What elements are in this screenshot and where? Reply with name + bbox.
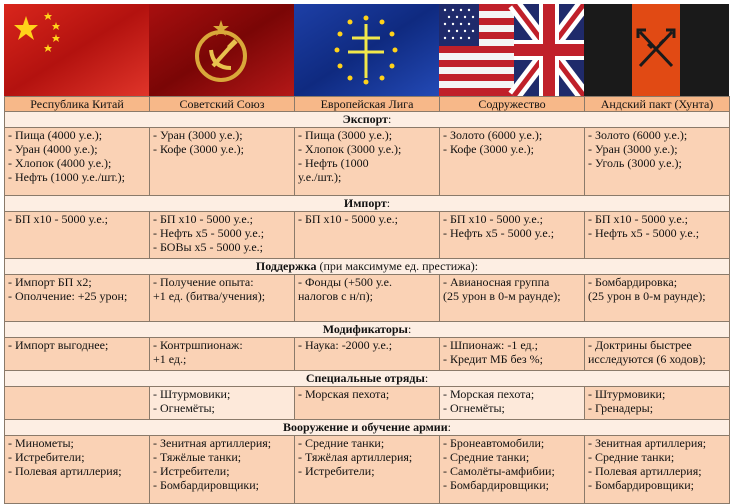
country-name-cell: Советский Союз <box>150 97 295 112</box>
list-item: - Средние танки; <box>588 450 675 464</box>
list-item: - Нефть х5 - 5000 у.е.; <box>153 226 265 240</box>
list-item: - Хлопок (4000 у.е.); <box>8 156 112 170</box>
list-item: - Получение опыта: <box>153 275 254 289</box>
country-cell <box>150 212 295 259</box>
list-item: - Золото (6000 у.е.); <box>588 128 688 142</box>
list-item: - Кофе (3000 у.е.); <box>443 142 534 156</box>
country-cell <box>5 436 150 504</box>
list-item: - Истребители; <box>8 450 85 464</box>
list-item: - Нефть (1000 у.е./шт.); <box>8 170 125 184</box>
section-header-row <box>5 112 730 128</box>
list-item: - Фонды (+500 у.е. <box>298 275 392 289</box>
country-cell <box>150 338 295 371</box>
country-cell <box>585 387 730 420</box>
section-title: Вооружение и обучение армии <box>283 420 448 434</box>
list-item: - Штурмовики; <box>588 387 666 401</box>
section-title: Модификаторы <box>322 322 408 336</box>
country-cell <box>440 212 585 259</box>
list-item: - Шпионаж: -1 ед.; <box>443 338 538 352</box>
list-item: - Авианосная группа <box>443 275 550 289</box>
country-cell <box>5 212 150 259</box>
country-cell <box>585 275 730 322</box>
list-item: - Огнемёты; <box>153 401 215 415</box>
section-body-row <box>5 338 730 371</box>
section-title: Экспорт <box>342 112 389 126</box>
us-uk-flag-icon <box>439 4 584 96</box>
country-cell <box>440 436 585 504</box>
country-names-row <box>5 97 730 112</box>
section-title: Поддержка <box>255 259 317 273</box>
section-header-row <box>5 259 730 275</box>
country-cell <box>585 338 730 371</box>
list-item: - Золото (6000 у.е.); <box>443 128 543 142</box>
list-item: - Импорт БП х2; <box>8 275 92 289</box>
section-header-row <box>5 371 730 387</box>
section-title: Импорт <box>343 196 387 210</box>
country-cell <box>5 275 150 322</box>
country-cell <box>295 387 440 420</box>
eu-cross-flag-icon <box>294 4 439 96</box>
list-item: - Средние танки; <box>443 450 530 464</box>
list-item: - Средние танки; <box>298 436 385 450</box>
list-item: - Пища (4000 у.е.); <box>8 128 103 142</box>
country-cell <box>295 436 440 504</box>
list-item: - Импорт выгоднее; <box>8 338 109 352</box>
list-item: - Кредит МБ без %; <box>443 352 543 366</box>
list-item: - БП х10 - 5000 у.е.; <box>443 212 544 226</box>
list-item: (25 урон в 0-м раунде); <box>588 289 706 303</box>
section-header <box>5 196 730 212</box>
country-cell <box>5 128 150 196</box>
section-header-row <box>5 196 730 212</box>
list-item: - Уран (3000 у.е.); <box>153 128 243 142</box>
list-item: - Нефть х5 - 5000 у.е.; <box>588 226 700 240</box>
list-item: исследуются (6 ходов); <box>588 352 706 366</box>
country-name-cell: Андский пакт (Хунта) <box>585 97 730 112</box>
list-item: - Истребители; <box>298 464 375 478</box>
country-cell <box>5 338 150 371</box>
list-item: - Уголь (3000 у.е.); <box>588 156 682 170</box>
list-item: - БП х10 - 5000 у.е.; <box>8 212 109 226</box>
country-cell <box>585 436 730 504</box>
list-item: - Бомбардировщики; <box>443 478 549 492</box>
list-item: - Хлопок (3000 у.е.); <box>298 142 402 156</box>
section-body-row <box>5 387 730 420</box>
china-flag-icon <box>4 4 149 96</box>
list-item: +1 ед. (битва/учения); <box>153 289 266 303</box>
list-item: - БП х10 - 5000 у.е.; <box>153 212 254 226</box>
list-item: - Бомбардировка; <box>588 275 678 289</box>
country-cell <box>295 338 440 371</box>
country-cell <box>150 436 295 504</box>
country-cell <box>150 275 295 322</box>
country-cell <box>440 275 585 322</box>
andean-pact-flag-icon <box>584 4 729 96</box>
country-cell <box>585 212 730 259</box>
list-item: +1 ед.; <box>153 352 187 366</box>
country-name-cell: Республика Китай <box>5 97 150 112</box>
list-item: - Наука: -2000 у.е.; <box>298 338 393 352</box>
section-note: : <box>424 371 429 385</box>
flags-row <box>4 4 729 96</box>
section-body-row <box>5 212 730 259</box>
list-item: - Самолёты-амфибии; <box>443 464 555 478</box>
section-note: : <box>407 322 412 336</box>
section-header <box>5 371 730 387</box>
country-cell <box>440 338 585 371</box>
list-item: - БП х10 - 5000 у.е.; <box>298 212 399 226</box>
section-header <box>5 259 730 275</box>
section-note: : <box>447 420 451 434</box>
list-item: - Зенитная артиллерия; <box>588 436 707 450</box>
list-item: - Уран (3000 у.е.); <box>588 142 678 156</box>
list-item: - Гренадеры; <box>588 401 654 415</box>
section-header-row <box>5 420 730 436</box>
list-item: - Морская пехота; <box>443 387 535 401</box>
list-item: - Штурмовики; <box>153 387 231 401</box>
section-body-row <box>5 128 730 196</box>
list-item: у.е./шт.); <box>298 170 342 184</box>
list-item: - Нефть х5 - 5000 у.е.; <box>443 226 555 240</box>
soviet-flag-icon <box>149 4 294 96</box>
country-cell <box>295 128 440 196</box>
list-item: - Пища (3000 у.е.); <box>298 128 393 142</box>
country-cell <box>150 387 295 420</box>
country-cell <box>295 275 440 322</box>
section-header <box>5 420 730 436</box>
section-note: : <box>388 112 392 126</box>
section-body-row <box>5 275 730 322</box>
list-item: - Полевая артиллерия; <box>8 464 122 478</box>
section-title: Специальные отряды <box>305 371 425 385</box>
list-item: - Морская пехота; <box>298 387 390 401</box>
list-item: - Истребители; <box>153 464 230 478</box>
list-item: (25 урон в 0-м раунде); <box>443 289 561 303</box>
list-item: налогов с н/п); <box>298 289 373 303</box>
faction-comparison-table <box>4 96 730 504</box>
list-item: - БОВы х5 - 5000 у.е.; <box>153 240 263 254</box>
country-cell <box>440 128 585 196</box>
country-cell <box>440 387 585 420</box>
list-item: - Тяжёлая артиллерия; <box>298 450 413 464</box>
list-item: - Нефть (1000 <box>298 156 369 170</box>
list-item: - Зенитная артиллерия; <box>153 436 272 450</box>
country-cell <box>5 387 150 420</box>
list-item: - Доктрины быстрее <box>588 338 692 352</box>
country-name-cell: Содружество <box>440 97 585 112</box>
country-cell <box>150 128 295 196</box>
list-item: - Бомбардировщики; <box>588 478 694 492</box>
section-header <box>5 322 730 338</box>
list-item: - Минометы; <box>8 436 74 450</box>
list-item: - Тяжёлые танки; <box>153 450 242 464</box>
country-name-cell: Европейская Лига <box>295 97 440 112</box>
list-item: - Огнемёты; <box>443 401 505 415</box>
list-item: - Уран (4000 у.е.); <box>8 142 98 156</box>
section-header <box>5 112 730 128</box>
section-note: (при максимуме ед. престижа): <box>316 259 479 273</box>
list-item: - Полевая артиллерия; <box>588 464 702 478</box>
list-item: - Кофе (3000 у.е.); <box>153 142 244 156</box>
list-item: - Контршпионаж: <box>153 338 243 352</box>
list-item: - Бронеавтомобили; <box>443 436 545 450</box>
list-item: - Ополчение: +25 урон; <box>8 289 128 303</box>
country-cell <box>295 212 440 259</box>
section-note: : <box>386 196 391 210</box>
country-cell <box>585 128 730 196</box>
section-header-row <box>5 322 730 338</box>
section-body-row <box>5 436 730 504</box>
list-item: - Бомбардировщики; <box>153 478 259 492</box>
list-item: - БП х10 - 5000 у.е.; <box>588 212 689 226</box>
